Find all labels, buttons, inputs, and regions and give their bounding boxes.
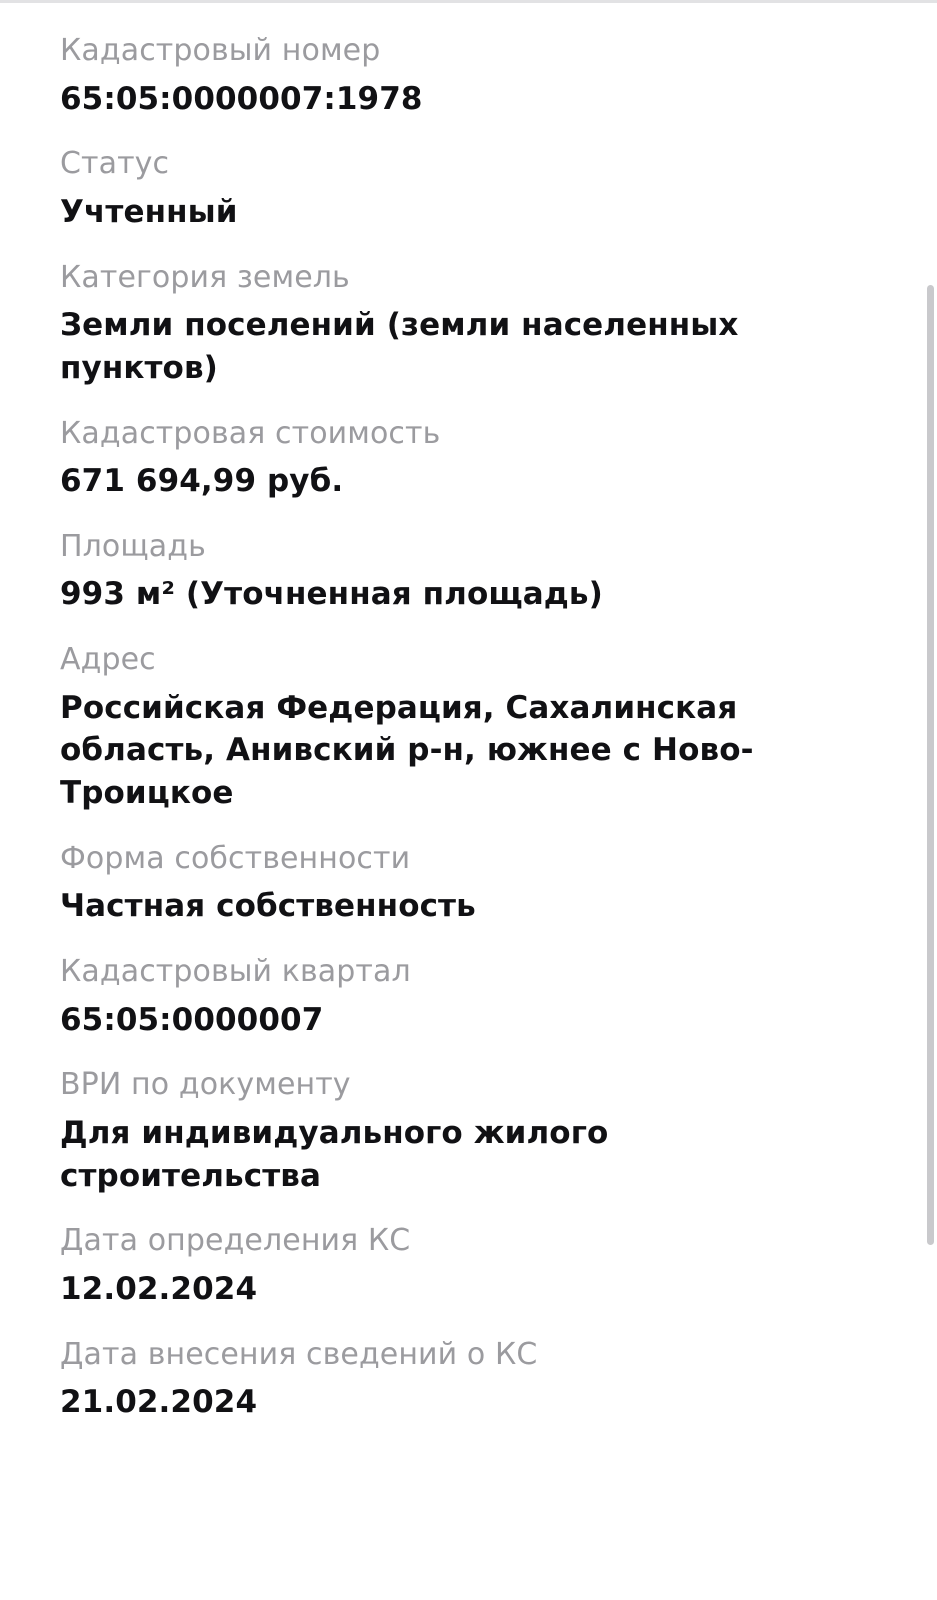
- field-label: Площадь: [60, 528, 206, 564]
- field-cadastral-quarter: [60, 952, 877, 1041]
- scrollbar-thumb[interactable]: [927, 285, 934, 1245]
- field-label: Категория земель: [60, 259, 350, 295]
- field-value: 12.02.2024: [60, 1270, 258, 1307]
- field-label: ВРИ по документу: [60, 1067, 351, 1103]
- field-label: Кадастровая стоимость: [60, 415, 441, 451]
- field-label: Кадастровый номер: [60, 33, 381, 68]
- field-value: 993 м² (Уточненная площадь): [60, 576, 603, 613]
- field-land-category: [60, 258, 877, 390]
- field-value: Российская Федерация, Сахалинская область, Анивский р-н, южнее с Ново-Троицкое: [60, 689, 754, 812]
- field-label: Кадастровый квартал: [60, 954, 411, 990]
- field-value: 65:05:0000007: [60, 1001, 324, 1038]
- vertical-scrollbar[interactable]: [927, 0, 937, 1600]
- field-ks-entry-date: [60, 1335, 877, 1424]
- field-area: [60, 527, 877, 616]
- field-status: [60, 144, 877, 233]
- field-value: Учтенный: [60, 193, 238, 230]
- field-cadastral-number: [60, 31, 877, 120]
- field-value: 65:05:0000007:1978: [60, 80, 423, 117]
- field-cadastral-value: [60, 414, 877, 503]
- field-label: Дата внесения сведений о КС: [60, 1336, 538, 1372]
- field-value: Частная собственность: [60, 888, 476, 925]
- field-label: Адрес: [60, 642, 156, 678]
- field-label: Форма собственности: [60, 840, 411, 876]
- field-ks-determination-date: [60, 1221, 877, 1310]
- field-value: 671 694,99 руб.: [60, 463, 344, 500]
- field-label: Дата определения КС: [60, 1223, 411, 1259]
- field-ownership-form: [60, 839, 877, 928]
- field-address: [60, 640, 877, 815]
- property-details-list: [0, 3, 937, 1600]
- field-label: Статус: [60, 146, 170, 182]
- field-value: Для индивидуального жилого строительства: [60, 1114, 609, 1194]
- field-permitted-use: [60, 1065, 877, 1197]
- field-value: 21.02.2024: [60, 1384, 258, 1421]
- field-value: Земли поселений (земли населенных пунктов): [60, 307, 739, 386]
